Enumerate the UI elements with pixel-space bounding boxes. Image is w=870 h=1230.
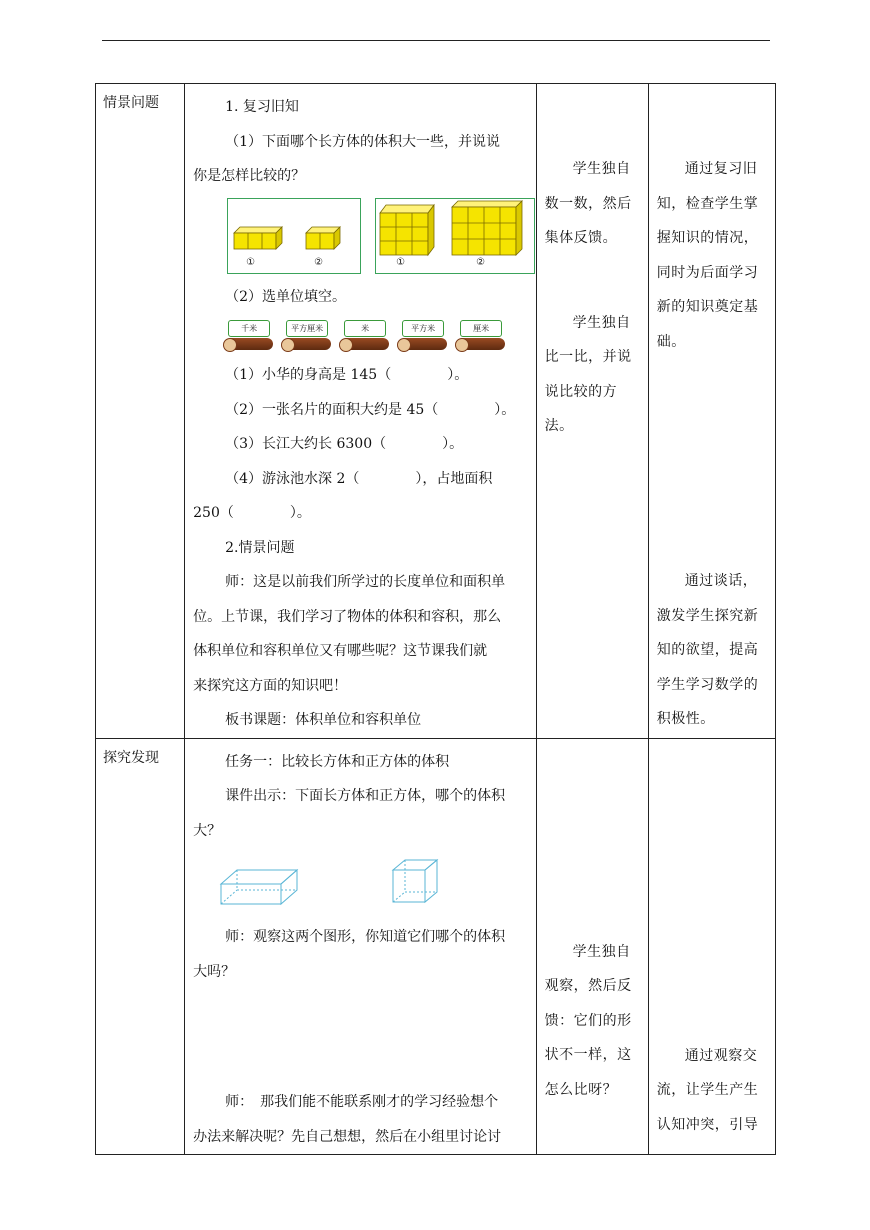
lesson-plan-table [95, 83, 776, 1155]
design-intent-line: 知的欲望，提高 [656, 642, 759, 658]
design-intent-line: 认知冲突，引导 [656, 1116, 759, 1133]
unit-sign [397, 320, 449, 352]
review-title: 1. 复习旧知 [225, 99, 299, 115]
unit-sign-label: 千米 [228, 320, 270, 337]
student-activity-line: 状不一样，这 [544, 1047, 632, 1063]
board-title: 板书课题：体积单位和容积单位 [225, 712, 422, 728]
student-activity-line: 学生独自 [572, 314, 631, 331]
content-cell [185, 84, 537, 739]
student-activity-line: 法。 [544, 418, 574, 434]
unit-sign-label: 米 [344, 320, 386, 337]
teacher-line-4: 来探究这方面的知识吧！ [193, 677, 348, 694]
shapes-figure [193, 848, 528, 920]
student-activity-cell [536, 84, 648, 739]
student-activity-line: 集体反馈。 [544, 230, 618, 246]
design-intent-line: 通过复习旧 [684, 161, 758, 177]
unit-sign [281, 320, 333, 352]
courseware-line-1: 课件出示：下面长方体和正方体，哪个的体积 [225, 788, 506, 804]
design-intent-line: 通过谈话， [684, 573, 758, 589]
unit-sign [339, 320, 391, 352]
design-intent-line: 激发学生探究新 [656, 607, 759, 624]
student-activity-line: 学生独自 [572, 943, 631, 960]
content-cell [185, 738, 537, 1155]
design-intent-line: 学生学习数学的 [656, 676, 759, 693]
student-activity-line: 数一数，然后 [544, 195, 632, 212]
design-intent-line: 同时为后面学习 [656, 264, 759, 281]
student-activity-cell [536, 738, 648, 1155]
figure-label: ① [246, 256, 256, 268]
unit-sign [455, 320, 507, 352]
figure-label: ① [396, 256, 406, 268]
unit-sign-label: 平方米 [402, 320, 444, 337]
stage-label: 情景问题 [103, 95, 159, 111]
design-intent-line: 新的知识奠定基 [656, 299, 759, 315]
think-line-1: 师： 那我们能不能联系刚才的学习经验想个 [225, 1094, 499, 1110]
unit-sign-label: 厘米 [460, 320, 502, 337]
design-intent-cell [648, 84, 775, 739]
observe-line-1: 师：观察这两个图形，你知道它们哪个的体积 [225, 929, 506, 945]
fill-blank-1: （1）小华的身高是 145（ ）。 [225, 367, 469, 383]
fill-blank-2: （2）一张名片的面积大约是 45（ ）。 [225, 401, 516, 418]
unit-sign-label: 平方厘米 [286, 320, 328, 337]
design-intent-line: 积极性。 [656, 711, 715, 727]
cuboid-and-cube-illustration [193, 848, 523, 920]
figure-pair-2 [375, 198, 535, 274]
figure-pair-1 [227, 198, 361, 274]
design-intent-cell [648, 738, 775, 1155]
question-1-line-1: （1）下面哪个长方体的体积大一些，并说说 [225, 133, 501, 150]
student-activity-line: 比一比，并说 [544, 349, 632, 365]
student-activity-line: 观察，然后反 [544, 978, 632, 994]
table-row [96, 738, 776, 1155]
fill-blank-4-line-2: 250（ ）。 [193, 505, 311, 521]
fill-blank-3: （3）长江大约长 6300（ ）。 [225, 436, 464, 452]
stage-cell [96, 738, 185, 1155]
header-rule [102, 40, 770, 41]
unit-sign [223, 320, 275, 352]
design-intent-line: 知，检查学生掌 [656, 195, 759, 212]
scene-title: 2.情景问题 [225, 539, 295, 556]
design-intent-line: 握知识的情况， [656, 230, 759, 246]
student-activity-line: 说比较的方 [544, 383, 618, 400]
unit-options [223, 320, 528, 352]
question-1-line-2: 你是怎样比较的？ [193, 168, 306, 184]
student-activity-line: 学生独自 [572, 161, 631, 177]
observe-line-2: 大吗？ [193, 963, 236, 980]
design-intent-line: 通过观察交 [684, 1047, 758, 1064]
teacher-line-2: 位。上节课，我们学习了物体的体积和容积，那么 [193, 608, 502, 625]
fill-blank-4-line-1: （4）游泳池水深 2（ ），占地面积 [225, 470, 493, 487]
cuboid-figures [227, 198, 528, 274]
think-line-2: 办法来解决呢？先自己想想，然后在小组里讨论讨 [193, 1128, 502, 1145]
table-row [96, 84, 776, 739]
teacher-line-1: 师：这是以前我们所学过的长度单位和面积单 [225, 574, 506, 590]
student-activity-line: 怎么比呀？ [544, 1081, 618, 1098]
task-1-title: 任务一：比较长方体和正方体的体积 [225, 753, 450, 770]
design-intent-line: 流，让学生产生 [656, 1082, 759, 1098]
teacher-line-3: 体积单位和容积单位又有哪些呢？这节课我们就 [193, 643, 488, 659]
stage-cell [96, 84, 185, 739]
question-2: （2）选单位填空。 [225, 288, 347, 305]
figure-label: ② [476, 256, 486, 268]
stage-label: 探究发现 [103, 749, 159, 766]
courseware-line-2: 大？ [193, 822, 222, 839]
design-intent-line: 础。 [656, 333, 686, 350]
figure-label: ② [314, 256, 324, 268]
student-activity-line: 馈：它们的形 [544, 1012, 632, 1029]
